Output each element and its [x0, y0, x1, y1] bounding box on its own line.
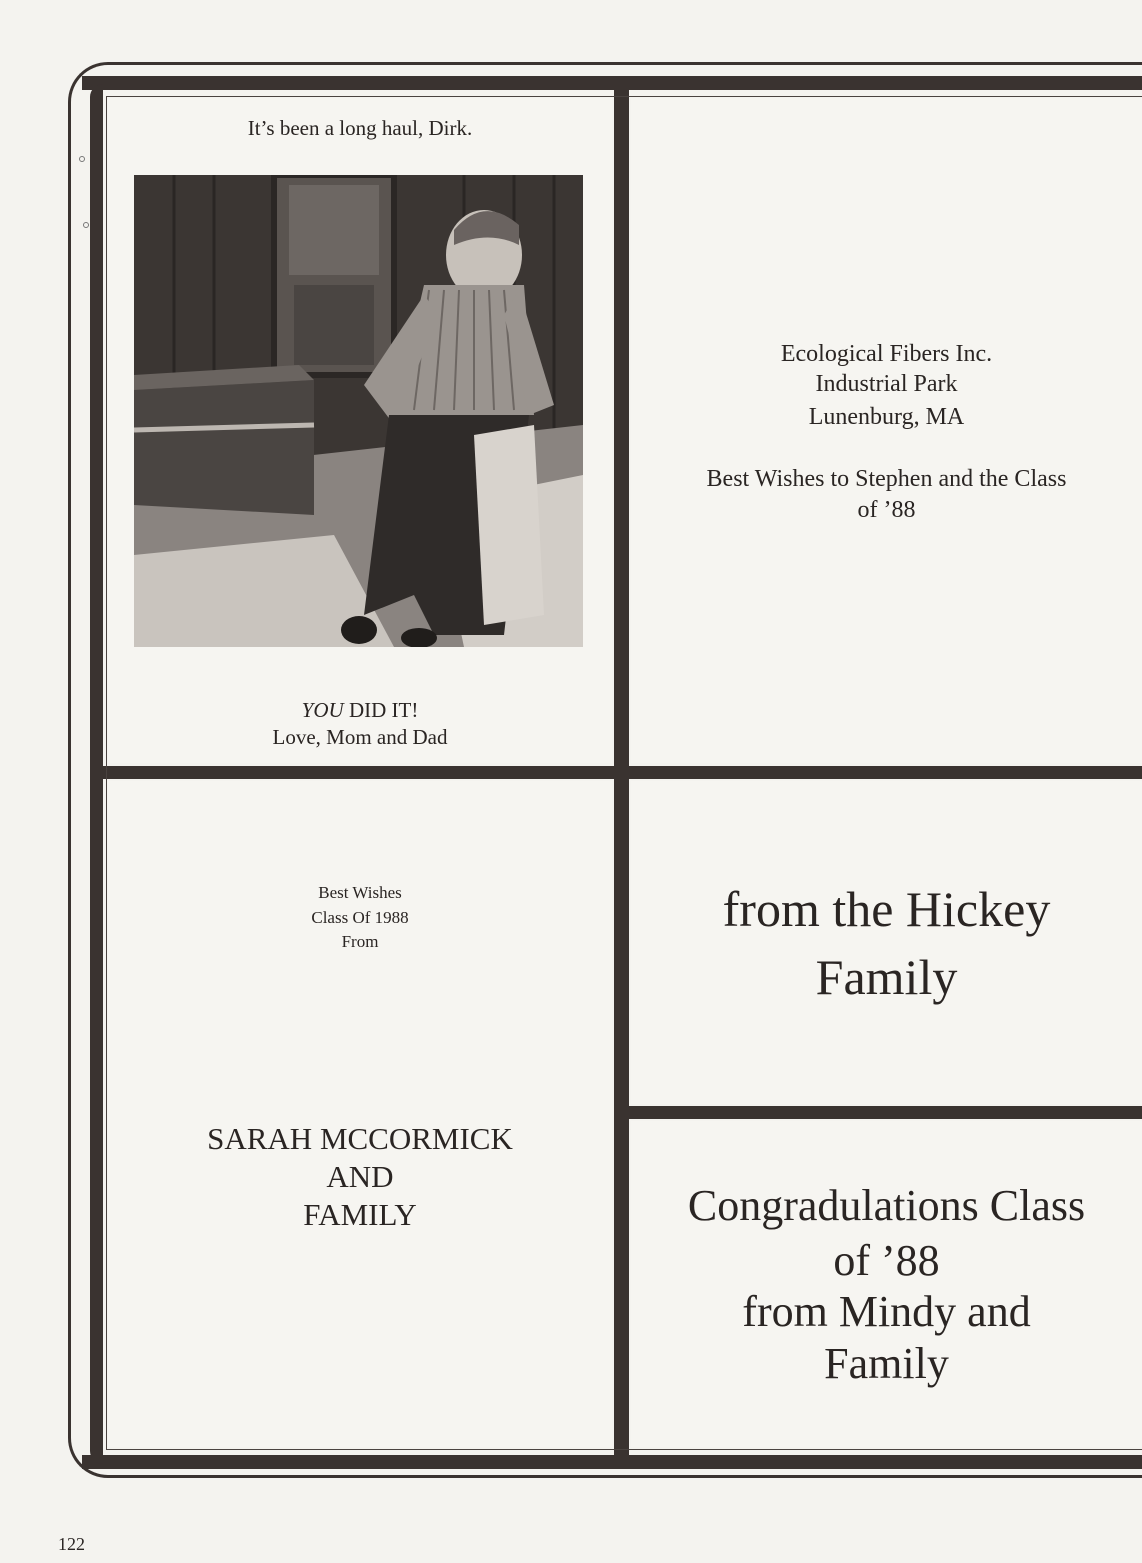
- company-wish-line1: Best Wishes to Stephen and the Class: [706, 466, 1067, 492]
- mindy-line2: of ’88: [833, 1236, 940, 1285]
- punch-hole: [79, 156, 85, 162]
- company-city: Lunenburg, MA: [808, 404, 965, 430]
- mccormick-and: AND: [326, 1159, 394, 1194]
- mindy-line4: Family: [824, 1339, 949, 1388]
- mccormick-best-wishes: Best Wishes: [318, 883, 402, 902]
- mccormick-from: From: [341, 932, 379, 951]
- mccormick-family: FAMILY: [303, 1197, 417, 1232]
- mindy-line3: from Mindy and: [742, 1287, 1031, 1336]
- frame-bottom-bar: [82, 1455, 1142, 1469]
- frame-top-bar: [82, 76, 1142, 90]
- ad-mccormick: [108, 781, 612, 1447]
- mindy-line1: Congradulations Class: [687, 1181, 1086, 1230]
- punch-hole: [83, 222, 89, 228]
- photo-illustration: [134, 175, 583, 647]
- company-wish-line2: of ’88: [857, 497, 916, 523]
- hickey-line2: Family: [815, 949, 958, 1005]
- dirk-photo: [134, 175, 583, 647]
- you-emphasis: YOU: [301, 698, 344, 722]
- hickey-line1: from the Hickey: [722, 881, 1051, 937]
- page-number: 122: [58, 1534, 85, 1554]
- ad-dirk-headline: It’s been a long haul, Dirk.: [247, 116, 473, 140]
- company-address: Industrial Park: [815, 371, 958, 397]
- frame-left-bar: [90, 84, 103, 1464]
- company-name: Ecological Fibers Inc.: [780, 341, 993, 367]
- mccormick-class-of: Class Of 1988: [311, 908, 409, 927]
- ad-dirk-signoff: Love, Mom and Dad: [272, 725, 448, 749]
- mccormick-name: SARAH MCCORMICK: [207, 1121, 513, 1156]
- ad-dirk-you-did-it: [108, 698, 612, 724]
- did-it-text: DID IT!: [343, 698, 419, 722]
- ad-hickey: [631, 781, 1142, 1104]
